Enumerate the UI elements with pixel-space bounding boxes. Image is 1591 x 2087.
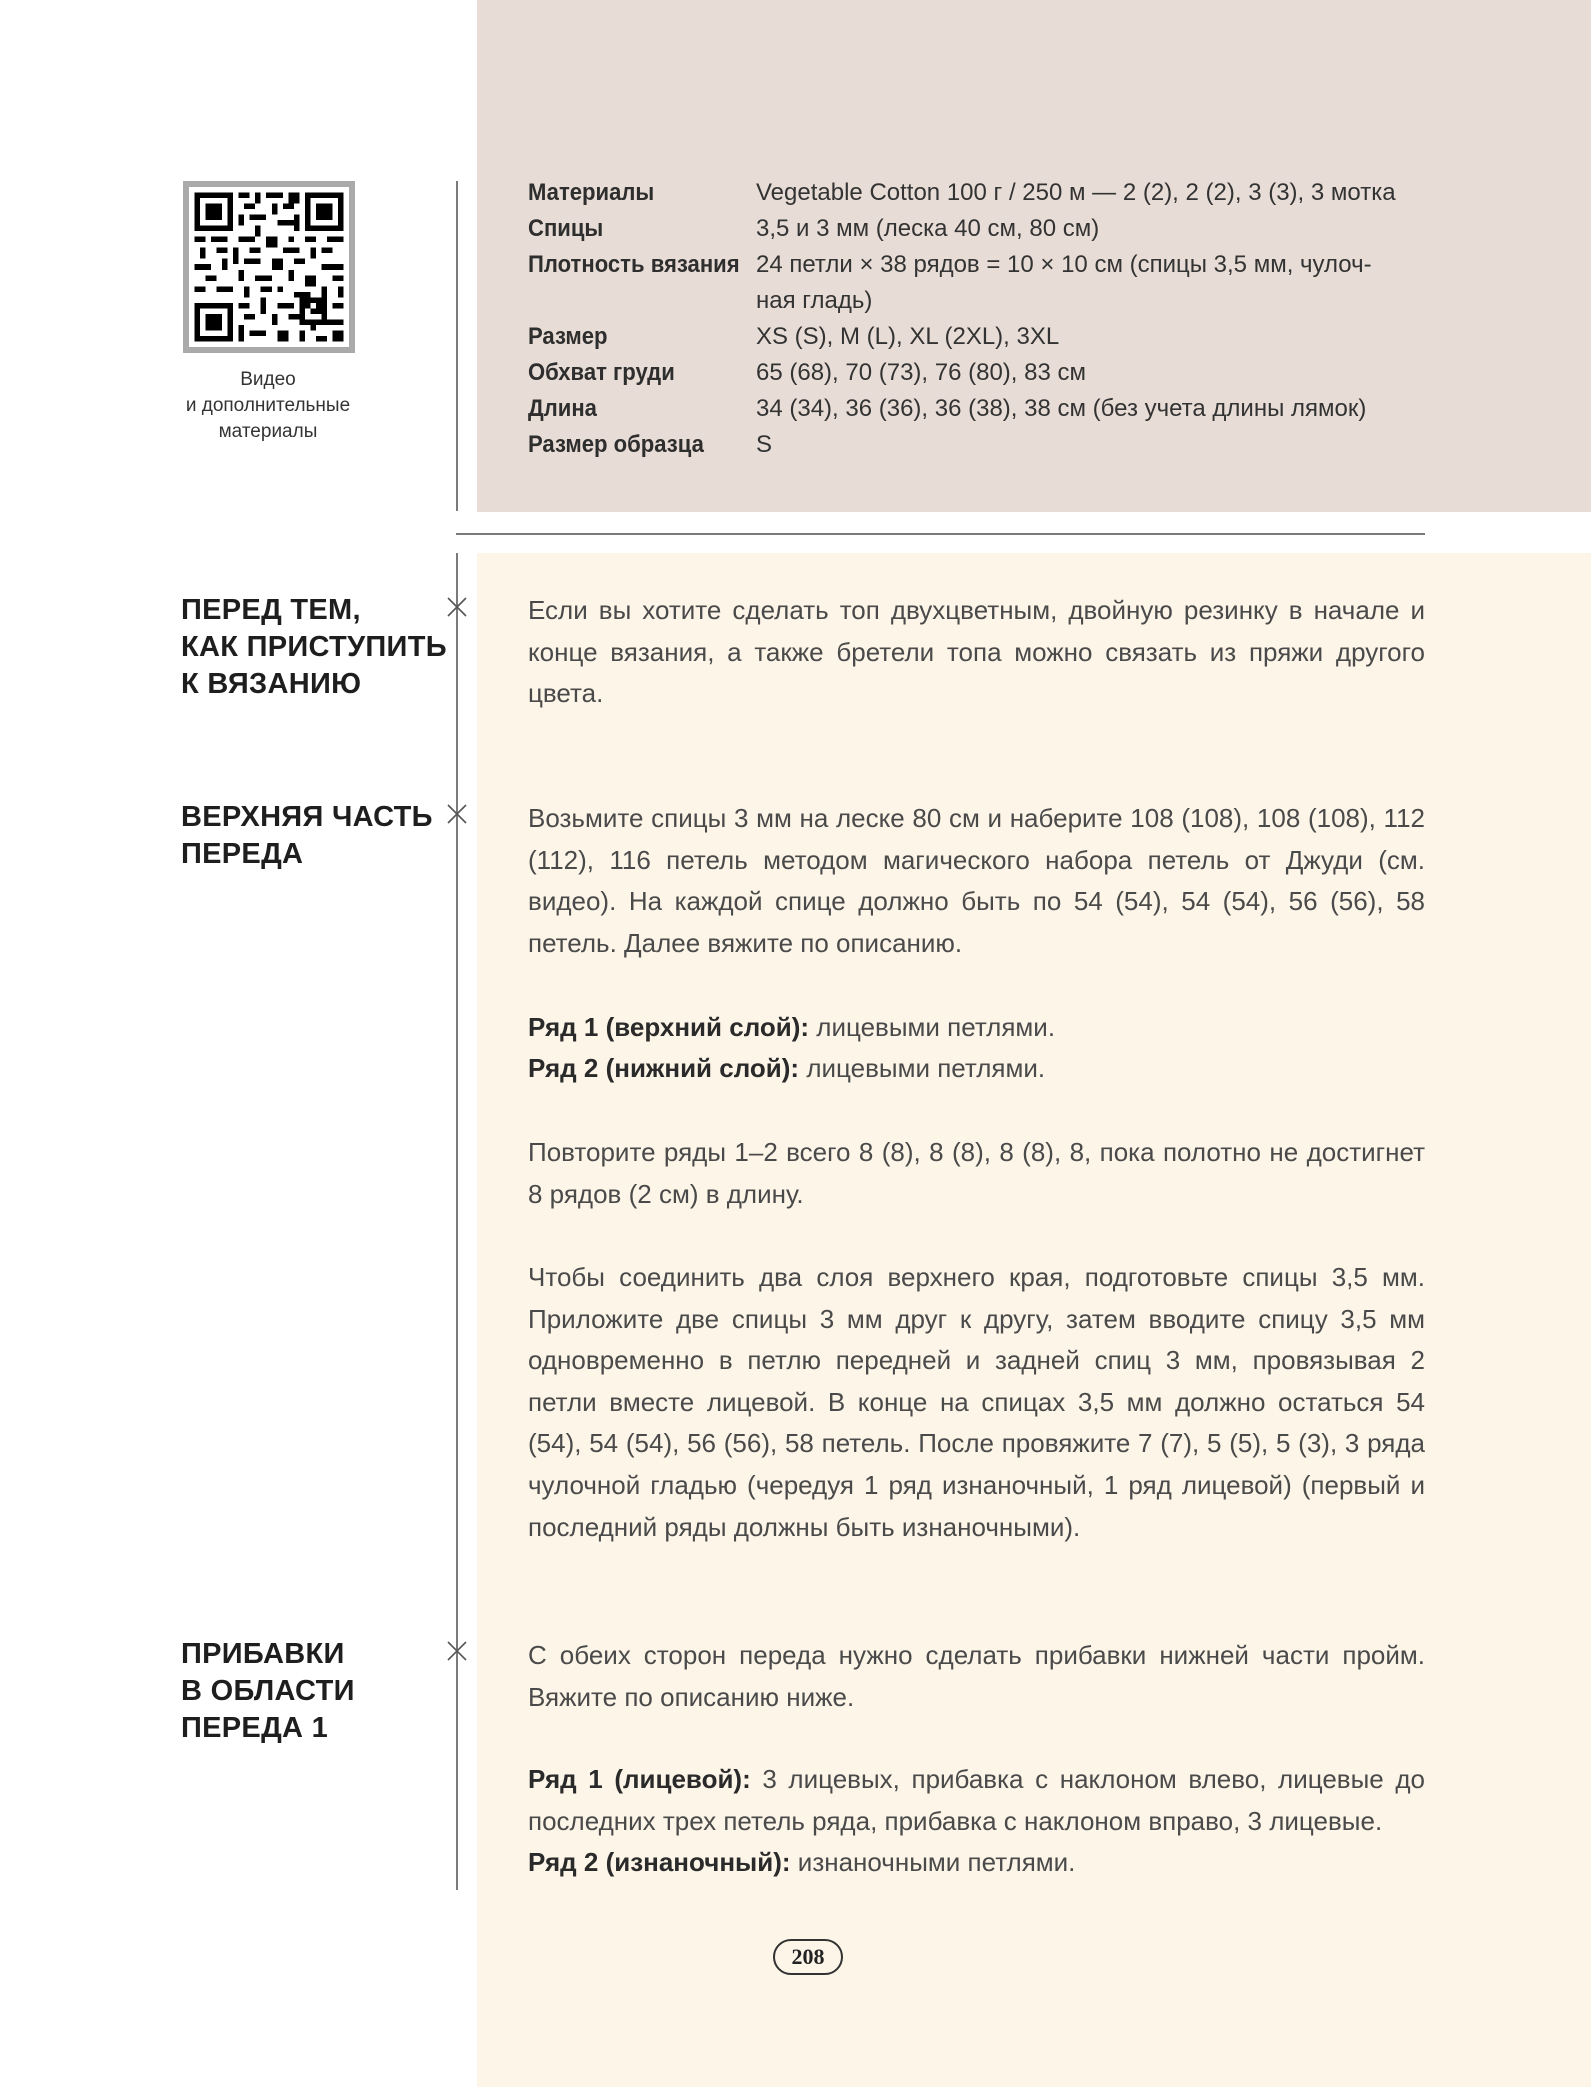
upper-front-paragraph-1: Возьмите спицы 3 мм на леске 80 см и наберите 108 (108), 108 (108), 112 (112), 116 петель методом магического набора петель от Джуди (см. видео). На каждой спице должно быть по 54 (54), 54 (54), 56 (56), 58 петель. Далее вяжите по описанию. — [528, 803, 1425, 958]
spec-row-chest: Обхват груди 65 (68), 70 (73), 76 (80), 83 см — [528, 359, 1086, 386]
cross-icon — [445, 802, 469, 826]
specs-table — [528, 175, 1428, 463]
section-title-increases: ПРИБАВКИ В ОБЛАСТИ ПЕРЕДА 1 — [181, 1638, 355, 1744]
qr-code[interactable] — [183, 181, 355, 353]
upper-front-paragraph-2: Повторите ряды 1–2 всего 8 (8), 8 (8), 8 (8), 8, пока полотно не достигнет 8 рядов (2 см) в длину. — [528, 1137, 1425, 1209]
upper-front-row-1: Ряд 1 (верхний слой): лицевыми петлями. — [528, 1012, 1056, 1042]
spec-row-length: Длина 34 (34), 36 (36), 36 (38), 38 см (без учета длины лямок) — [528, 395, 1367, 422]
divider-vertical-main — [456, 553, 458, 1890]
upper-front-paragraph-3: Чтобы соединить два слоя верхнего края, подготовьте спицы 3,5 мм. Приложите две спицы 3 мм друг к другу, затем вводите спицу 3,5 мм одновременно в петлю передней и задней спиц 3 мм, провязывая 2 петли вместе лицевой. В конце на спицах 3,5 мм должно остаться 54 (54), 54 (54), 56 (56), 58 петель. После провяжите 7 (7), 5 (5), 5 (3), 3 ряда чулочной гладью (чередуя 1 ряд изнаночный, 1 ряд лицевой) (первый и последний ряды должны быть изнаночными). — [528, 1262, 1425, 1542]
section-title-before: ПЕРЕД ТЕМ, КАК ПРИСТУПИТЬ К ВЯЗАНИЮ — [181, 594, 447, 700]
increases-paragraph-1: С обеих сторон переда нужно сделать прибавки нижней части пройм. Вяжите по описанию ниже. — [528, 1640, 1425, 1712]
divider-horizontal — [456, 533, 1425, 535]
cross-icon — [445, 595, 469, 619]
increases-row-1: Ряд 1 (лицевой): 3 лицевых, прибавка с наклоном влево, лицевые до последних трех петель ряда, прибавка с наклоном вправо, 3 лицевые. — [528, 1764, 1425, 1836]
spec-row-gauge-cont: ная гладь) — [756, 287, 873, 314]
spec-row-sample-size: Размер образца S — [528, 431, 773, 458]
qr-code-icon — [189, 187, 349, 347]
cross-icon — [445, 1639, 469, 1663]
qr-caption: Видео и дополнительные материалы — [185, 369, 351, 442]
spec-row-size: Размер XS (S), M (L), XL (2XL), 3XL — [528, 323, 1060, 350]
section-title-upper-front: ВЕРХНЯЯ ЧАСТЬ ПЕРЕДА — [181, 801, 433, 870]
divider-vertical-top — [456, 181, 458, 511]
section-before-text: Если вы хотите сделать топ двухцветным, двойную резинку в начале и конце вязания, а также бретели топа можно связать из пряжи другого цвета. — [528, 595, 1425, 709]
page-number: 208 — [773, 1939, 843, 1975]
spec-row-gauge: Плотность вязания 24 петли × 38 рядов = 10 × 10 см (спицы 3,5 мм, чулоч- — [528, 251, 1372, 278]
upper-front-row-2: Ряд 2 (нижний слой): лицевыми петлями. — [528, 1053, 1046, 1083]
increases-row-2: Ряд 2 (изнаночный): изнаночными петлями. — [528, 1847, 1076, 1877]
spec-row-needles: Спицы 3,5 и 3 мм (леска 40 см, 80 см) — [528, 215, 1100, 242]
spec-row-materials: Материалы Vegetable Cotton 100 г / 250 м — 2 (2), 2 (2), 3 (3), 3 мотка — [528, 179, 1396, 206]
